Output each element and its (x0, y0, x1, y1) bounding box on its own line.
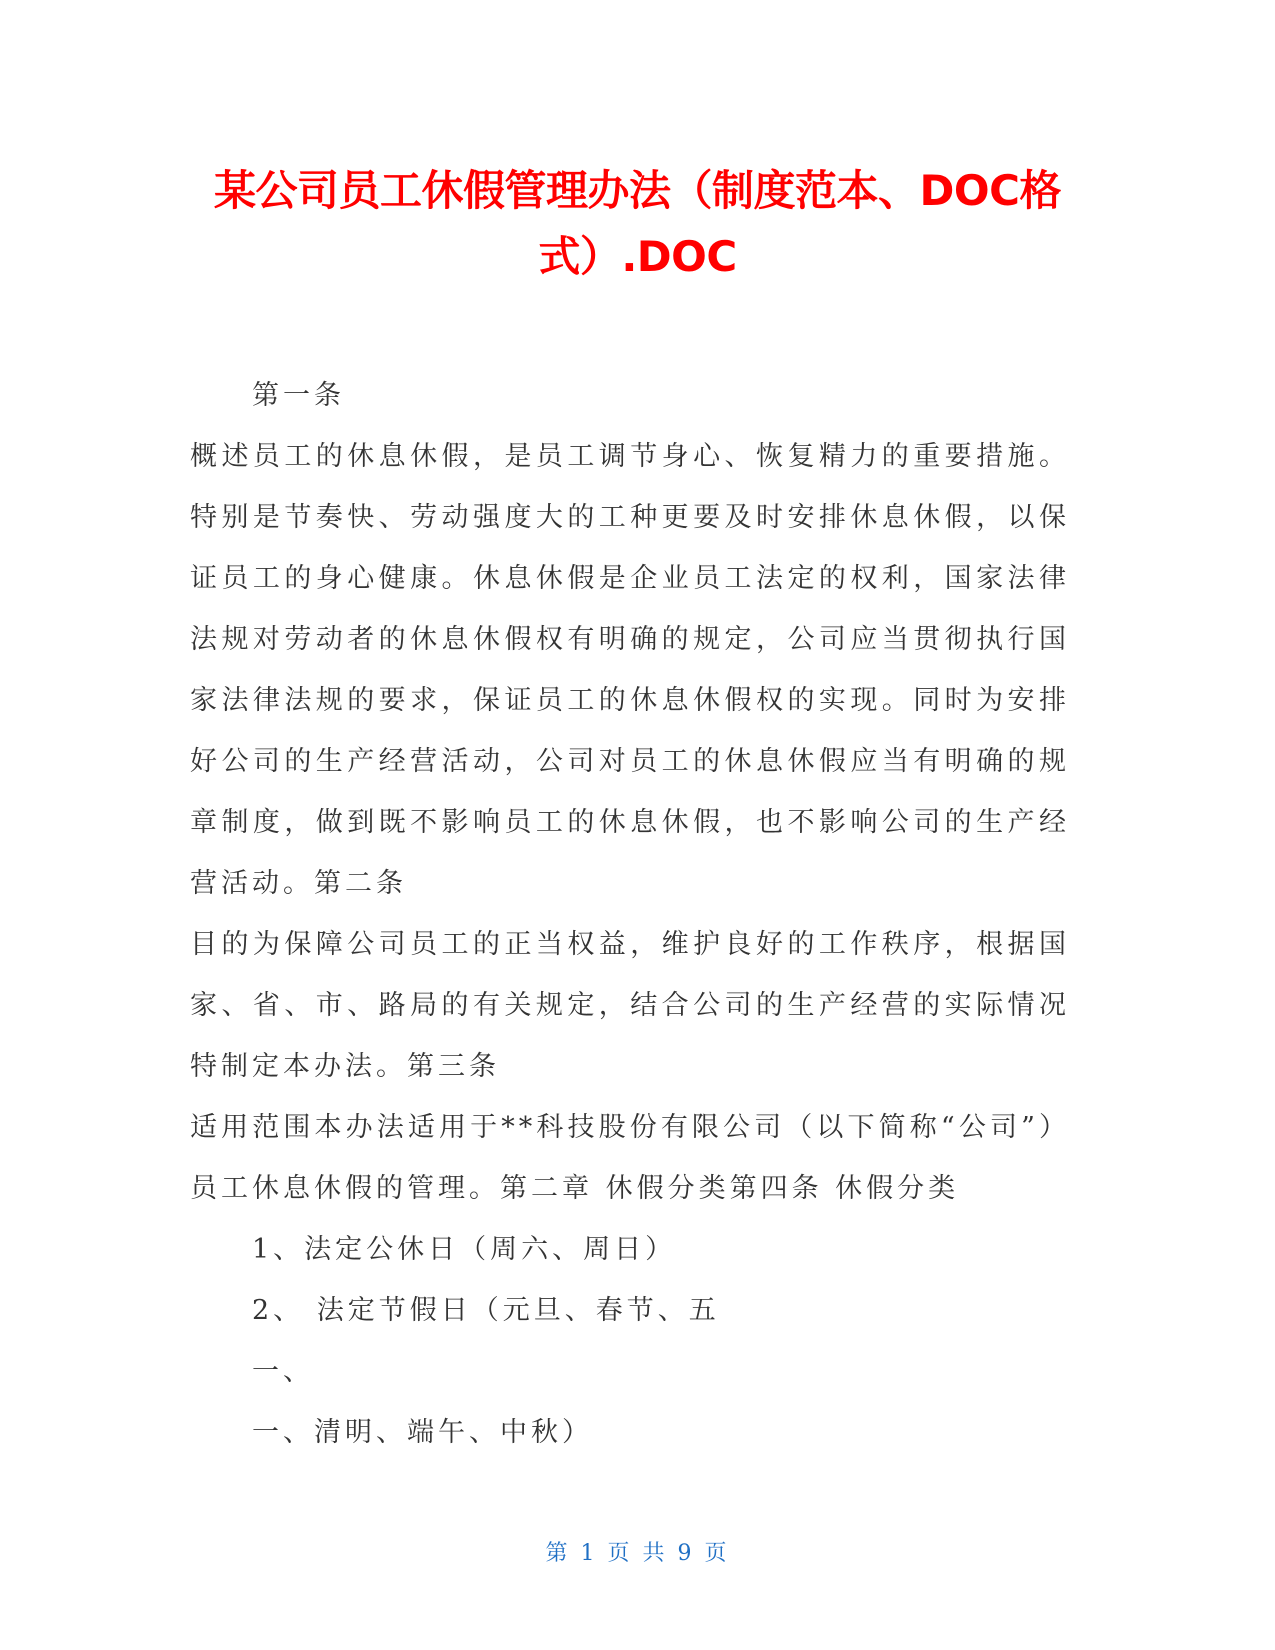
document-body (190, 365, 1070, 1463)
article-1-heading: 第一条 (252, 380, 345, 411)
purpose-paragraph: 目的为保障公司员工的正当权益，维护良好的工作秩序，根据国家、省、市、路局的有关规定，结合公司的生产经营的实际情况特制定本办法。第三条 (190, 929, 1070, 1082)
document-title: 某公司员工休假管理办法（制度范本、DOC格式）.DOC (214, 166, 1061, 281)
list-item-2: 2、 法定节假日（元旦、春节、五 (252, 1295, 720, 1326)
page-indicator: 第 1 页 共 9 页 (545, 1541, 730, 1566)
list-item-2-end: 一、清明、端午、中秋） (252, 1417, 593, 1448)
list-item-1: 1、法定公休日（周六、周日） (252, 1234, 677, 1265)
scope-paragraph: 适用范围本办法适用于**科技股份有限公司（以下简称“公司”）员工休息休假的管理。第二章 休假分类第四条 休假分类 (190, 1112, 1070, 1204)
overview-paragraph: 概述员工的休息休假，是员工调节身心、恢复精力的重要措施。特别是节奏快、劳动强度大的工种更要及时安排休息休假，以保证员工的身心健康。休息休假是企业员工法定的权利，国家法律法规对劳动者的休息休假权有明确的规定，公司应当贯彻执行国家法律法规的要求，保证员工的休息休假权的实现。同时为安排好公司的生产经营活动，公司对员工的休息休假应当有明确的规章制度，做到既不影响员工的休息休假，也不影响公司的生产经营活动。第二条 (190, 441, 1070, 899)
list-item-2-continued: 一、 (252, 1356, 314, 1387)
